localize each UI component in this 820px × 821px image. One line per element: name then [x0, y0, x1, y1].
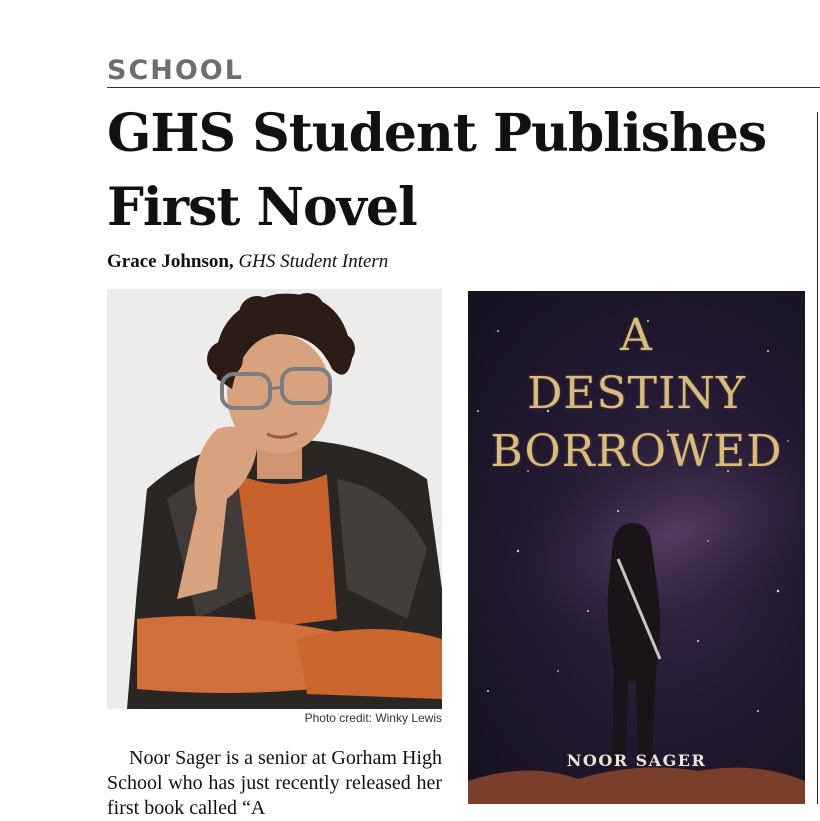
photo-caption: Photo credit: Winky Lewis: [304, 711, 442, 725]
cover-title-line: DESTINY: [527, 368, 746, 419]
cover-title-line: BORROWED: [490, 426, 783, 477]
cover-title-line: A: [620, 310, 653, 361]
cover-author: NOOR SAGER: [566, 751, 707, 770]
section-divider: [107, 87, 820, 88]
portrait-illustration: [107, 289, 442, 709]
article-body: Noor Sager is a senior at Gorham High School who has just recently released her first book called “A: [107, 747, 442, 819]
headline: GHS Student Publishes First Novel: [107, 103, 767, 238]
section-label: SCHOOL: [107, 55, 244, 86]
author-portrait-photo: [107, 289, 442, 709]
book-cover-image: [468, 291, 805, 804]
cover-title: [468, 307, 805, 481]
column-divider: [817, 112, 818, 804]
byline-role: GHS Student Intern: [238, 251, 389, 272]
byline: [107, 250, 388, 274]
byline-author: Grace Johnson,: [107, 251, 234, 272]
